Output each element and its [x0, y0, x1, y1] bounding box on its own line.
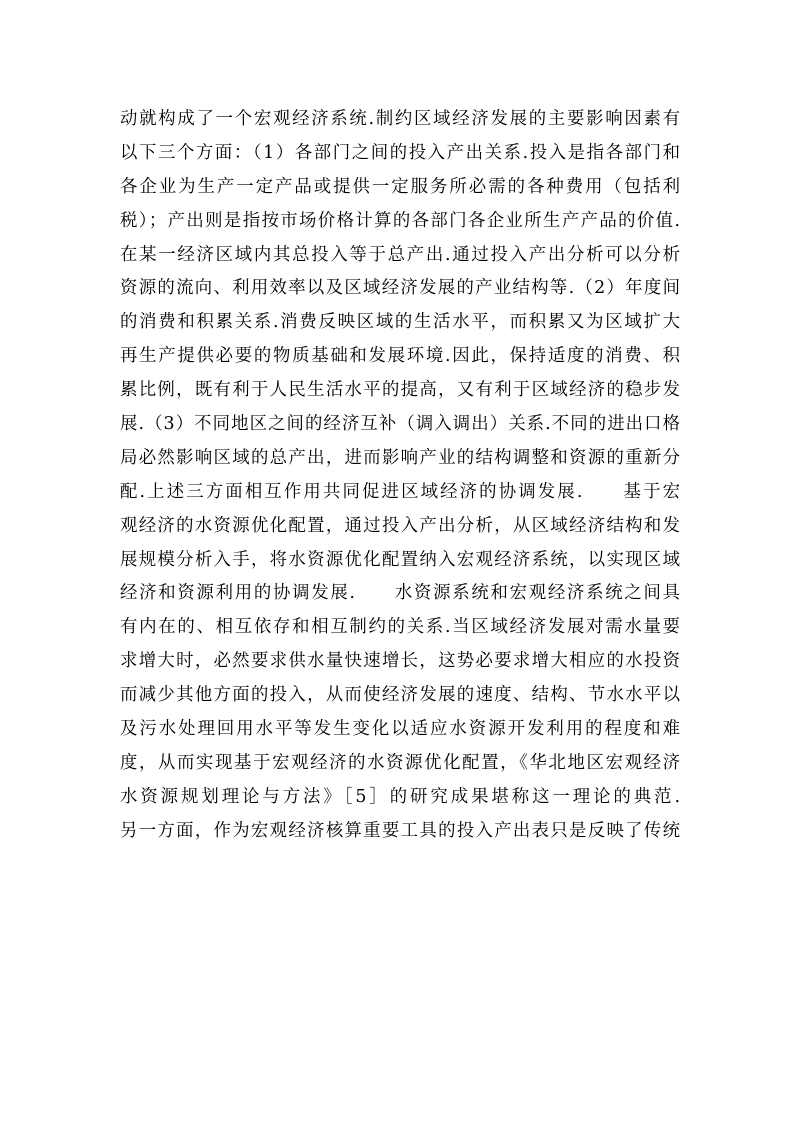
text-line: 的消费和积累关系.消费反映区域的生活水平，而积累又为区域扩大 [120, 312, 680, 333]
text-line: 展规模分析入手，将水资源优化配置纳入宏观经济系统，以实现区域 [120, 549, 680, 570]
text-line: 及污水处理回用水平等发生变化以适应水资源开发利用的程度和难 [120, 719, 680, 740]
text-line: 展.（3）不同地区之间的经济互补（调入调出）关系.不同的进出口格 [120, 414, 680, 435]
body-text [120, 103, 680, 849]
text-line: 度，从而实现基于宏观经济的水资源优化配置，《华北地区宏观经济 [120, 752, 680, 773]
text-line: 再生产提供必要的物质基础和发展环境.因此，保持适度的消费、积 [120, 346, 680, 367]
text-line: 求增大时，必然要求供水量快速增长，这势必要求增大相应的水投资 [120, 651, 680, 672]
text-line: 资源的流向、利用效率以及区域经济发展的产业结构等.（2）年度间 [120, 278, 680, 299]
text-line: 另一方面，作为宏观经济核算重要工具的投入产出表只是反映了传统 [120, 820, 680, 841]
text-line: 水资源规划理论与方法》［5］的研究成果堪称这一理论的典范. [120, 786, 680, 807]
text-line: 配.上述三方面相互作用共同促进区域经济的协调发展. 基于宏 [120, 481, 680, 502]
text-line: 在某一经济区域内其总投入等于总产出.通过投入产出分析可以分析 [120, 244, 680, 265]
text-line: 局必然影响区域的总产出，进而影响产业的结构调整和资源的重新分 [120, 447, 680, 468]
text-line: 而减少其他方面的投入，从而使经济发展的速度、结构、节水水平以 [120, 685, 680, 706]
text-line: 动就构成了一个宏观经济系统.制约区域经济发展的主要影响因素有 [120, 109, 680, 129]
text-line: 各企业为生产一定产品或提供一定服务所必需的各种费用（包括利 [120, 176, 680, 197]
text-line: 观经济的水资源优化配置，通过投入产出分析，从区域经济结构和发 [120, 515, 680, 536]
text-line: 有内在的、相互依存和相互制约的关系.当区域经济发展对需水量要 [120, 617, 680, 638]
text-line: 累比例，既有利于人民生活水平的提高，又有利于区域经济的稳步发 [120, 380, 680, 401]
text-line: 税）；产出则是指按市场价格计算的各部门各企业所生产产品的价值. [120, 210, 680, 231]
text-line: 以下三个方面：（1）各部门之间的投入产出关系.投入是指各部门和 [120, 142, 680, 163]
text-line: 经济和资源利用的协调发展. 水资源系统和宏观经济系统之间具 [120, 583, 680, 604]
